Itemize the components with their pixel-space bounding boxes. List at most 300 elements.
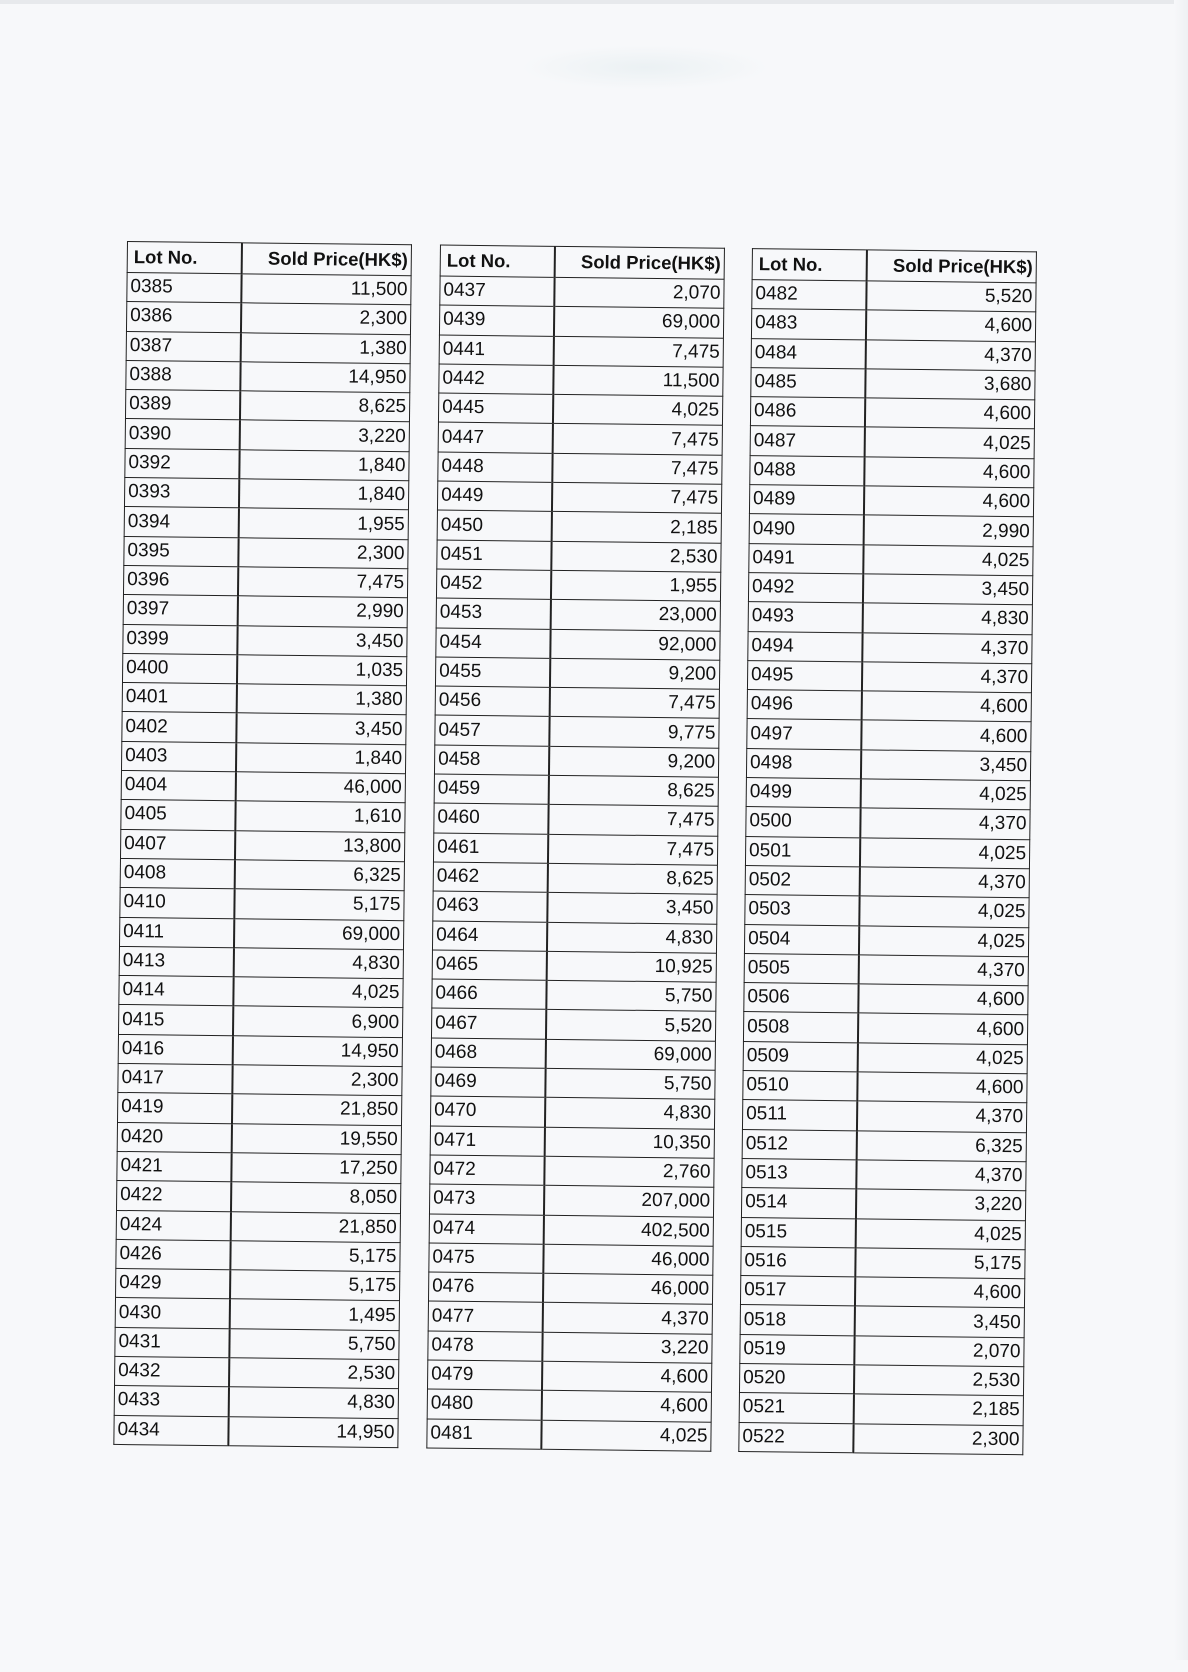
table-row xyxy=(742,1100,1026,1133)
lot-no-cell: 0411 xyxy=(119,917,233,948)
sold-price-cell: 21,850 xyxy=(231,1094,401,1125)
table-row xyxy=(740,1305,1024,1338)
table-row xyxy=(120,858,404,891)
sold-price-cell: 5,520 xyxy=(866,281,1036,312)
table-row xyxy=(430,1096,714,1129)
lot-no-cell: 0492 xyxy=(748,573,862,604)
table-row xyxy=(746,748,1030,781)
sold-price-cell: 4,830 xyxy=(862,603,1032,634)
sold-price-cell: 14,950 xyxy=(240,362,410,393)
lot-no-cell: 0480 xyxy=(427,1389,541,1420)
lot-no-cell: 0389 xyxy=(125,390,239,421)
lot-no-cell: 0447 xyxy=(438,423,552,454)
sold-price-cell: 2,185 xyxy=(853,1394,1023,1425)
table-row xyxy=(126,302,410,335)
sold-price-cell: 7,475 xyxy=(552,453,722,484)
table-row xyxy=(427,1389,711,1422)
lot-no-cell: 0500 xyxy=(746,807,860,838)
sold-price-cell: 2,300 xyxy=(240,303,410,334)
table-row xyxy=(742,1158,1026,1191)
lot-no-cell: 0468 xyxy=(431,1038,545,1069)
table-row xyxy=(431,1008,715,1041)
table-row xyxy=(431,1038,715,1071)
lot-no-cell: 0486 xyxy=(750,397,864,428)
sold-price-cell: 3,220 xyxy=(239,420,409,451)
table-row xyxy=(739,1393,1023,1426)
sold-price-cell: 4,600 xyxy=(857,1072,1027,1103)
sold-price-cell: 7,475 xyxy=(551,482,721,513)
sold-price-cell: 4,025 xyxy=(552,395,722,426)
sold-price-cell: 4,600 xyxy=(541,1361,711,1392)
lot-no-cell: 0419 xyxy=(118,1093,232,1124)
lot-no-cell: 0487 xyxy=(750,426,864,457)
table-row xyxy=(433,891,717,924)
sold-price-cell: 7,475 xyxy=(548,805,718,836)
sold-price-cell: 11,500 xyxy=(553,365,723,396)
table-row xyxy=(439,335,723,368)
table-row xyxy=(119,976,403,1009)
table-row xyxy=(122,712,406,745)
table-row xyxy=(437,510,721,543)
table-row xyxy=(742,1129,1026,1162)
sold-price-header: Sold Price(HK$) xyxy=(554,246,724,279)
lot-no-cell: 0426 xyxy=(116,1239,230,1270)
sold-price-cell: 5,175 xyxy=(234,889,404,920)
table-row xyxy=(440,276,724,309)
sold-price-cell: 4,600 xyxy=(541,1391,711,1422)
sold-price-cell: 46,000 xyxy=(543,1244,713,1275)
table-row xyxy=(433,833,717,866)
table-row xyxy=(430,1155,714,1188)
lot-no-cell: 0395 xyxy=(124,536,238,567)
lot-no-cell: 0457 xyxy=(435,715,549,746)
sold-price-cell: 5,750 xyxy=(229,1328,399,1359)
table-row xyxy=(117,1122,401,1155)
sold-price-cell: 10,925 xyxy=(546,951,716,982)
table-row xyxy=(749,543,1033,576)
table-row xyxy=(123,624,407,657)
lot-no-cell: 0402 xyxy=(122,712,236,743)
table-row xyxy=(434,774,718,807)
table-row xyxy=(115,1356,399,1389)
sold-price-cell: 2,990 xyxy=(863,515,1033,546)
sold-price-cell: 4,370 xyxy=(858,955,1028,986)
sold-price-cell: 1,840 xyxy=(238,479,408,510)
table-row xyxy=(125,448,409,481)
lot-no-cell: 0420 xyxy=(117,1122,231,1153)
sold-price-cell: 11,500 xyxy=(241,274,411,305)
sold-price-cell: 4,600 xyxy=(861,691,1031,722)
sold-price-cell: 8,050 xyxy=(230,1182,400,1213)
sold-price-cell: 2,300 xyxy=(853,1423,1023,1454)
table-row xyxy=(439,364,723,397)
lot-no-cell: 0512 xyxy=(742,1129,856,1160)
table-row xyxy=(746,807,1030,840)
sold-price-cell: 4,025 xyxy=(858,925,1028,956)
table-row xyxy=(119,946,403,979)
lot-no-cell: 0498 xyxy=(746,748,860,779)
sold-price-cell: 2,185 xyxy=(551,512,721,543)
table-row xyxy=(428,1301,712,1334)
sold-price-cell: 4,025 xyxy=(857,1043,1027,1074)
lot-no-cell: 0458 xyxy=(434,745,548,776)
table-row xyxy=(119,917,403,950)
sold-price-header: Sold Price(HK$) xyxy=(866,250,1036,283)
sold-price-cell: 5,175 xyxy=(230,1270,400,1301)
table-row xyxy=(438,452,722,485)
lot-no-cell: 0405 xyxy=(121,800,235,831)
lot-no-cell: 0422 xyxy=(117,1181,231,1212)
lot-no-cell: 0490 xyxy=(749,514,863,545)
lot-no-cell: 0484 xyxy=(751,338,865,369)
lot-no-cell: 0393 xyxy=(124,478,238,509)
table-row xyxy=(741,1246,1025,1279)
table-header-row xyxy=(440,245,724,279)
sold-price-cell: 92,000 xyxy=(550,629,720,660)
table-row xyxy=(121,771,405,804)
lot-no-cell: 0449 xyxy=(437,481,551,512)
sold-price-cell: 4,600 xyxy=(865,310,1035,341)
sold-price-cell: 1,955 xyxy=(550,570,720,601)
lot-no-cell: 0502 xyxy=(745,865,859,896)
table-row xyxy=(750,397,1034,430)
table-row xyxy=(432,979,716,1012)
sold-price-cell: 4,025 xyxy=(864,427,1034,458)
sold-price-cell: 4,600 xyxy=(861,720,1031,751)
lot-no-cell: 0461 xyxy=(433,833,547,864)
sold-price-cell: 10,350 xyxy=(544,1127,714,1158)
lot-no-cell: 0430 xyxy=(115,1298,229,1329)
table-row xyxy=(744,983,1028,1016)
table-row xyxy=(439,305,723,338)
sold-price-cell: 5,520 xyxy=(545,1010,715,1041)
table-row xyxy=(116,1239,400,1272)
sold-price-cell: 3,220 xyxy=(855,1189,1025,1220)
table-row xyxy=(436,628,720,661)
sold-price-cell: 1,495 xyxy=(229,1299,399,1330)
table-row xyxy=(115,1298,399,1331)
lot-no-cell: 0434 xyxy=(114,1415,228,1446)
lot-no-cell: 0497 xyxy=(747,719,861,750)
lot-no-cell: 0516 xyxy=(741,1246,855,1277)
lot-no-cell: 0407 xyxy=(120,829,234,860)
sold-price-cell: 7,475 xyxy=(553,336,723,367)
sold-price-cell: 4,370 xyxy=(856,1160,1026,1191)
lot-no-cell: 0441 xyxy=(439,335,553,366)
lot-no-cell: 0413 xyxy=(119,946,233,977)
sold-price-cell: 4,830 xyxy=(544,1098,714,1129)
sold-price-cell: 1,380 xyxy=(240,332,410,363)
lot-no-cell: 0448 xyxy=(438,452,552,483)
table-row xyxy=(748,631,1032,664)
lot-no-cell: 0471 xyxy=(430,1126,544,1157)
sold-price-cell: 3,680 xyxy=(865,369,1035,400)
sold-price-cell: 4,370 xyxy=(542,1303,712,1334)
lot-no-cell: 0521 xyxy=(739,1393,853,1424)
table-row xyxy=(743,1041,1027,1074)
sold-price-cell: 7,475 xyxy=(552,424,722,455)
table-row xyxy=(122,683,406,716)
lot-no-cell: 0454 xyxy=(436,628,550,659)
sold-price-cell: 13,800 xyxy=(234,830,404,861)
lot-no-cell: 0386 xyxy=(126,302,240,333)
sold-price-cell: 5,750 xyxy=(545,1068,715,1099)
lot-no-cell: 0482 xyxy=(752,280,866,311)
lot-no-cell: 0392 xyxy=(125,448,239,479)
sold-price-cell: 4,370 xyxy=(856,1101,1026,1132)
sold-price-cell: 3,220 xyxy=(542,1332,712,1363)
lot-no-cell: 0467 xyxy=(431,1008,545,1039)
results-table-2 xyxy=(426,245,725,1452)
table-row xyxy=(123,565,407,598)
sold-price-cell: 4,025 xyxy=(860,779,1030,810)
table-header-row xyxy=(752,249,1036,283)
sold-price-cell: 8,625 xyxy=(547,863,717,894)
sold-price-cell: 2,300 xyxy=(232,1065,402,1096)
sold-price-cell: 4,370 xyxy=(860,808,1030,839)
table-row xyxy=(748,573,1032,606)
sold-price-cell: 4,025 xyxy=(863,545,1033,576)
table-row xyxy=(747,719,1031,752)
lot-no-cell: 0450 xyxy=(437,510,551,541)
table-row xyxy=(120,829,404,862)
lot-no-cell: 0485 xyxy=(751,367,865,398)
sold-price-cell: 4,370 xyxy=(859,867,1029,898)
sold-price-cell: 1,840 xyxy=(239,450,409,481)
sold-price-cell: 2,530 xyxy=(229,1358,399,1389)
table-row xyxy=(434,803,718,836)
table-row xyxy=(429,1213,713,1246)
lot-no-cell: 0388 xyxy=(126,360,240,391)
lot-no-cell: 0509 xyxy=(743,1041,857,1072)
sold-price-cell: 2,760 xyxy=(544,1156,714,1187)
sold-price-cell: 2,530 xyxy=(551,541,721,572)
lot-no-cell: 0399 xyxy=(123,624,237,655)
sold-price-cell: 6,900 xyxy=(232,1006,402,1037)
table-row xyxy=(122,653,406,686)
sold-price-cell: 4,600 xyxy=(864,398,1034,429)
table-row xyxy=(745,865,1029,898)
lot-no-cell: 0494 xyxy=(748,631,862,662)
lot-no-cell: 0510 xyxy=(743,1071,857,1102)
lot-no-cell: 0410 xyxy=(120,888,234,919)
lot-no-cell: 0462 xyxy=(433,862,547,893)
table-row xyxy=(740,1334,1024,1367)
sold-price-cell: 4,830 xyxy=(233,948,403,979)
table-row xyxy=(746,778,1030,811)
lot-no-cell: 0472 xyxy=(430,1155,544,1186)
table-row xyxy=(740,1276,1024,1309)
lot-no-cell: 0511 xyxy=(742,1100,856,1131)
lot-no-cell: 0514 xyxy=(741,1188,855,1219)
sold-price-header: Sold Price(HK$) xyxy=(241,243,411,276)
table-row xyxy=(427,1419,711,1452)
sold-price-cell: 3,450 xyxy=(547,893,717,924)
table-row xyxy=(125,419,409,452)
lot-no-cell: 0455 xyxy=(435,657,549,688)
table-row xyxy=(741,1188,1025,1221)
table-row xyxy=(751,309,1035,342)
sold-price-cell: 21,850 xyxy=(230,1211,400,1242)
lot-no-cell: 0417 xyxy=(118,1063,232,1094)
lot-no-cell: 0469 xyxy=(431,1067,545,1098)
sold-price-cell: 5,175 xyxy=(230,1241,400,1272)
table-row xyxy=(745,836,1029,869)
table-row xyxy=(432,950,716,983)
lot-no-cell: 0476 xyxy=(428,1272,542,1303)
lot-no-cell: 0505 xyxy=(744,953,858,984)
lot-no-cell: 0421 xyxy=(117,1151,231,1182)
sold-price-cell: 9,200 xyxy=(548,746,718,777)
table-row xyxy=(745,895,1029,928)
lot-no-cell: 0401 xyxy=(122,683,236,714)
results-table-3 xyxy=(738,248,1037,1455)
sold-price-cell: 46,000 xyxy=(235,772,405,803)
lot-no-cell: 0400 xyxy=(122,653,236,684)
sold-price-cell: 2,070 xyxy=(854,1336,1024,1367)
sold-price-cell: 9,200 xyxy=(549,658,719,689)
lot-no-cell: 0479 xyxy=(427,1360,541,1391)
lot-no-cell: 0431 xyxy=(115,1327,229,1358)
table-row xyxy=(121,800,405,833)
lot-no-cell: 0477 xyxy=(428,1301,542,1332)
sold-price-cell: 3,450 xyxy=(862,574,1032,605)
table-row xyxy=(124,507,408,540)
table-row xyxy=(752,280,1036,313)
table-row xyxy=(436,569,720,602)
sold-price-cell: 69,000 xyxy=(233,918,403,949)
sold-price-cell: 8,625 xyxy=(239,391,409,422)
lot-no-cell: 0397 xyxy=(123,595,237,626)
lot-no-cell: 0517 xyxy=(740,1276,854,1307)
table-row xyxy=(749,485,1033,518)
lot-no-cell: 0522 xyxy=(739,1422,853,1453)
sold-price-cell: 23,000 xyxy=(550,600,720,631)
lot-no-cell: 0459 xyxy=(434,774,548,805)
table-row xyxy=(115,1327,399,1360)
lot-no-cell: 0404 xyxy=(121,771,235,802)
sold-price-cell: 6,325 xyxy=(234,860,404,891)
sold-price-cell: 69,000 xyxy=(545,1039,715,1070)
table-row xyxy=(741,1217,1025,1250)
lot-no-cell: 0390 xyxy=(125,419,239,450)
lot-no-cell: 0437 xyxy=(440,276,554,307)
sold-price-cell: 3,450 xyxy=(854,1306,1024,1337)
table-row xyxy=(428,1272,712,1305)
lot-no-cell: 0474 xyxy=(429,1213,543,1244)
lot-no-cell: 0518 xyxy=(740,1305,854,1336)
table-row xyxy=(751,338,1035,371)
lot-no-cell: 0433 xyxy=(114,1386,228,1417)
table-row xyxy=(119,1005,403,1038)
sold-price-cell: 4,025 xyxy=(859,837,1029,868)
lot-no-cell: 0396 xyxy=(123,565,237,596)
table-row xyxy=(438,393,722,426)
sold-price-cell: 4,600 xyxy=(863,486,1033,517)
table-row xyxy=(429,1243,713,1276)
sold-price-cell: 4,600 xyxy=(864,457,1034,488)
lot-no-cell: 0493 xyxy=(748,602,862,633)
table-row xyxy=(118,1034,402,1067)
sold-price-cell: 1,955 xyxy=(238,508,408,539)
sold-price-cell: 5,750 xyxy=(546,980,716,1011)
table-row xyxy=(435,686,719,719)
table-row xyxy=(124,478,408,511)
sold-price-cell: 46,000 xyxy=(542,1273,712,1304)
lot-no-cell: 0463 xyxy=(433,891,547,922)
table-row xyxy=(123,595,407,628)
lot-no-cell: 0488 xyxy=(750,455,864,486)
table-row xyxy=(435,715,719,748)
sold-price-cell: 4,025 xyxy=(855,1218,1025,1249)
sold-price-cell: 4,600 xyxy=(857,1013,1027,1044)
lot-no-cell: 0416 xyxy=(118,1034,232,1065)
lot-no-cell: 0496 xyxy=(747,690,861,721)
lot-no-cell: 0473 xyxy=(429,1184,543,1215)
lot-no-header: Lot No. xyxy=(440,245,554,277)
table-row xyxy=(743,1012,1027,1045)
table-row xyxy=(744,924,1028,957)
sold-price-cell: 7,475 xyxy=(237,567,407,598)
results-table-1 xyxy=(113,241,412,1448)
sold-price-cell: 4,025 xyxy=(859,896,1029,927)
table-row xyxy=(127,273,411,306)
table-row xyxy=(126,331,410,364)
lot-no-header: Lot No. xyxy=(127,242,241,274)
table-row xyxy=(427,1360,711,1393)
table-row xyxy=(751,367,1035,400)
lot-no-cell: 0481 xyxy=(427,1419,541,1450)
lot-no-cell: 0408 xyxy=(120,858,234,889)
lot-no-header: Lot No. xyxy=(752,249,866,281)
table-row xyxy=(438,423,722,456)
sold-price-cell: 7,475 xyxy=(547,834,717,865)
sold-price-cell: 19,550 xyxy=(231,1123,401,1154)
lot-no-cell: 0439 xyxy=(439,305,553,336)
table-row xyxy=(435,657,719,690)
lot-no-cell: 0501 xyxy=(745,836,859,867)
sold-price-cell: 4,600 xyxy=(854,1277,1024,1308)
lot-no-cell: 0453 xyxy=(436,598,550,629)
sold-price-cell: 2,070 xyxy=(554,277,724,308)
table-row xyxy=(429,1184,713,1217)
lot-no-cell: 0432 xyxy=(115,1356,229,1387)
lot-no-cell: 0385 xyxy=(127,273,241,304)
table-row xyxy=(120,888,404,921)
lot-no-cell: 0499 xyxy=(746,778,860,809)
sold-price-cell: 14,950 xyxy=(228,1416,398,1447)
sold-price-cell: 4,370 xyxy=(862,632,1032,663)
lot-no-cell: 0504 xyxy=(744,924,858,955)
table-row xyxy=(121,741,405,774)
table-row xyxy=(430,1126,714,1159)
lot-no-cell: 0466 xyxy=(432,979,546,1010)
lot-no-cell: 0464 xyxy=(432,921,546,952)
table-row xyxy=(431,1067,715,1100)
sold-price-cell: 8,625 xyxy=(548,775,718,806)
table-row xyxy=(118,1093,402,1126)
lot-no-cell: 0475 xyxy=(429,1243,543,1274)
sold-price-cell: 2,990 xyxy=(237,596,407,627)
sold-price-cell: 7,475 xyxy=(549,687,719,718)
table-row xyxy=(114,1415,398,1448)
lot-no-cell: 0470 xyxy=(430,1096,544,1127)
table-row xyxy=(748,602,1032,635)
table-row xyxy=(116,1210,400,1243)
table-row xyxy=(124,536,408,569)
lot-no-cell: 0495 xyxy=(747,660,861,691)
sold-price-cell: 1,380 xyxy=(236,684,406,715)
